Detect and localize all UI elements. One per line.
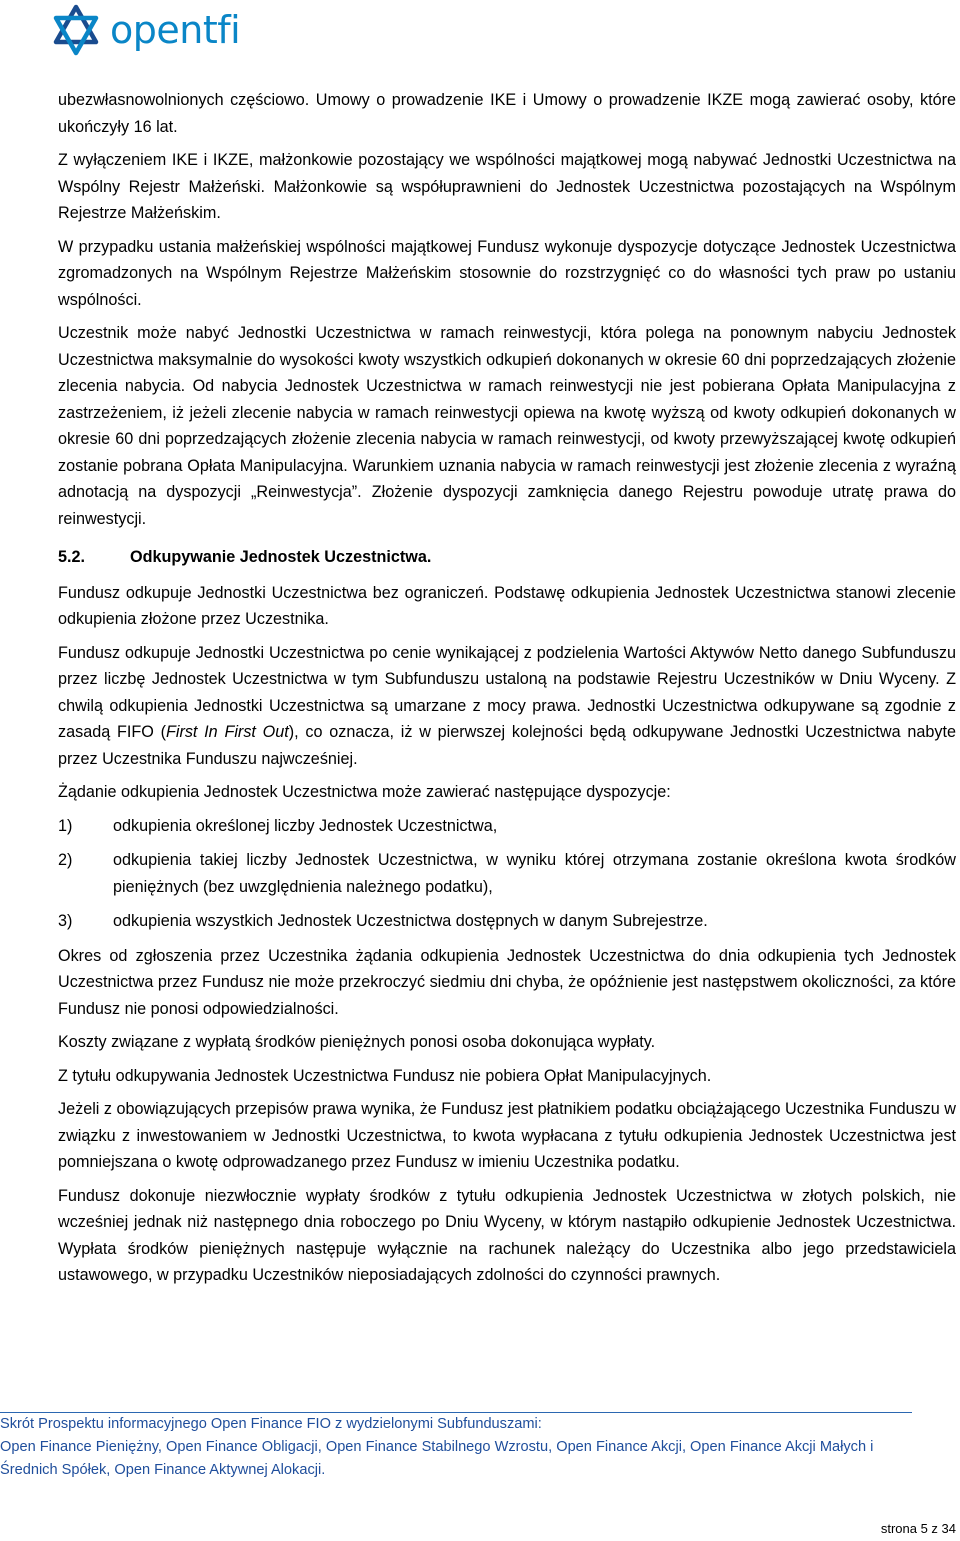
list-item <box>58 813 956 840</box>
paragraph: Uczestnik może nabyć Jednostki Uczestnictwa w ramach reinwestycji, która polega na ponownym nabyciu Jednostek Uczestnictwa maksymalnie do wysokości kwoty wszystkich odkupień dokonanych w okresie 60 dni poprzedzających złożenie zlecenia nabycia. Od nabycia Jednostek Uczestnictwa w ramach reinwestycji nie jest pobierana Opłata Manipulacyjna z zastrzeżeniem, iż jeżeli zlecenie nabycia w ramach reinwestycji opiewa na kwotę wyższą od kwoty odkupień dokonanych w okresie 60 dni poprzedzających złożenie zlecenia nabycia w ramach reinwestycji, od kwoty przewyższającej kwotę odkupień zostanie pobrana Opłata Manipulacyjna. Warunkiem uznania nabycia w ramach reinwestycji jest złożenie zlecenia z wyraźną adnotacją na dyspozycji „Reinwestycja”. Złożenie dyspozycji zamknięcia danego Rejestru powoduje utratę prawa do reinwestycji. <box>58 324 956 528</box>
paragraph <box>58 640 956 773</box>
paragraph-text: Fundusz odkupuje Jednostki Uczestnictwa po cenie wynikającej z podzielenia Wartości Aktywów Netto danego Subfunduszu przez liczbę Jednostek Uczestnictwa w tym Subfunduszu ustaloną na podstawie Rejestru Uczestników w Dniu Wyceny. Z chwilą odkupienia Jednostki Uczestnictwa są umarzane z mocy prawa. Jednostki Uczestnictwa odkupywane są zgodnie z zasadą FIFO ( <box>58 643 956 741</box>
list-number: 2) <box>58 851 73 869</box>
paragraph: Żądanie odkupienia Jednostek Uczestnictwa może zawierać następujące dyspozycje: <box>58 783 671 801</box>
list-text: odkupienia określonej liczby Jednostek Uczestnictwa, <box>113 816 498 835</box>
paragraph: Koszty związane z wypłatą środków pieniężnych ponosi osoba dokonująca wypłaty. <box>58 1033 656 1051</box>
paragraph-text: ), co oznacza, iż w pierwszej kolejności będą odkupywane Jednostki Uczestnictwa nabyte przez Uczestnika Funduszu najwcześniej. <box>58 723 956 768</box>
page-number: strona 5 z 34 <box>880 1521 956 1536</box>
list-number: 3) <box>58 912 73 930</box>
paragraph: Fundusz odkupuje Jednostki Uczestnictwa bez ograniczeń. Podstawę odkupienia Jednostek Uczestnictwa stanowi zlecenie odkupienia złożone przez Uczestnika. <box>58 583 956 628</box>
section-heading <box>58 544 956 571</box>
paragraph: W przypadku ustania małżeńskiej wspólności majątkowej Fundusz wykonuje dyspozycje dotyczące Jednostek Uczestnictwa zgromadzonych na Wspólnym Rejestrze Małżeńskim stosownie do rozstrzygnięć co do własności tych praw po ustaniu wspólności. <box>58 237 956 309</box>
footer-line-1: Skrót Prospektu informacyjnego Open Finance FIO z wydzielonymi Subfunduszami: <box>0 1416 542 1432</box>
footer <box>0 1413 930 1482</box>
logo-text: opentfi <box>110 8 241 52</box>
logo <box>48 2 240 58</box>
paragraph: Z wyłączeniem IKE i IKZE, małżonkowie pozostający we wspólności majątkowej mogą nabywać Jednostki Uczestnictwa na Wspólny Rejestr Małżeński. Małżonkowie są współuprawnieni do Jednostek Uczestnictwa pozostających na Wspólnym Rejestrze Małżeńskim. <box>58 151 956 222</box>
paragraph: Okres od zgłoszenia przez Uczestnika żądania odkupienia Jednostek Uczestnictwa do dnia odkupienia tych Jednostek Uczestnictwa przez Fundusz nie może przekroczyć siedmiu dni chyba, że opóźnienie jest następstwem okoliczności, za które Fundusz nie ponosi odpowiedzialności. <box>58 946 956 1018</box>
list-item <box>58 847 956 900</box>
paragraph: Z tytułu odkupywania Jednostek Uczestnictwa Fundusz nie pobiera Opłat Manipulacyjnych. <box>58 1066 712 1085</box>
star-logo-icon <box>48 2 104 58</box>
paragraph: ubezwłasnowolnionych częściowo. Umowy o prowadzenie IKE i Umowy o prowadzenie IKZE mogą zawierać osoby, które ukończyły 16 lat. <box>58 91 956 136</box>
paragraph: Fundusz dokonuje niezwłocznie wypłaty środków z tytułu odkupienia Jednostek Uczestnictwa w złotych polskich, nie wcześniej jednak niż następnego dnia roboczego po Dniu Wyceny, w którym nastąpiło odkupienie Jednostek Uczestnictwa. Wypłata środków pieniężnych następuje wyłącznie na rachunek należący do Uczestnika albo jego przedstawiciela ustawowego, w przypadku Uczestników nieposiadających zdolności do czynności prawnych. <box>58 1186 956 1284</box>
list-item <box>58 908 956 935</box>
section-number: 5.2. <box>58 548 86 566</box>
list-text: odkupienia wszystkich Jednostek Uczestnictwa dostępnych w danym Subrejestrze. <box>113 912 708 930</box>
footer-line-2: Open Finance Pieniężny, Open Finance Obligacji, Open Finance Stabilnego Wzrostu, Open Finance Akcji, Open Finance Akcji Małych i Średnich Spółek, Open Finance Aktywnej Alokacji. <box>0 1439 874 1478</box>
section-title: Odkupywanie Jednostek Uczestnictwa. <box>130 548 432 566</box>
fifo-term: First In First Out <box>165 723 289 741</box>
list-text: odkupienia takiej liczby Jednostek Uczestnictwa, w wyniku której otrzymana zostanie określona kwota środków pieniężnych (bez uwzględnienia należnego podatku), <box>113 851 956 896</box>
paragraph: Jeżeli z obowiązujących przepisów prawa wynika, że Fundusz jest płatnikiem podatku obciążającego Uczestnika Funduszu w związku z inwestowaniem w Jednostki Uczestnictwa, to kwota wypłacana z tytułu odkupienia Jednostek Uczestnictwa jest pomniejszana o kwotę odprowadzanego przez Fundusz w imieniu Uczestnika podatku. <box>58 1100 956 1171</box>
document-body <box>58 87 956 1296</box>
list-number: 1) <box>58 816 73 835</box>
